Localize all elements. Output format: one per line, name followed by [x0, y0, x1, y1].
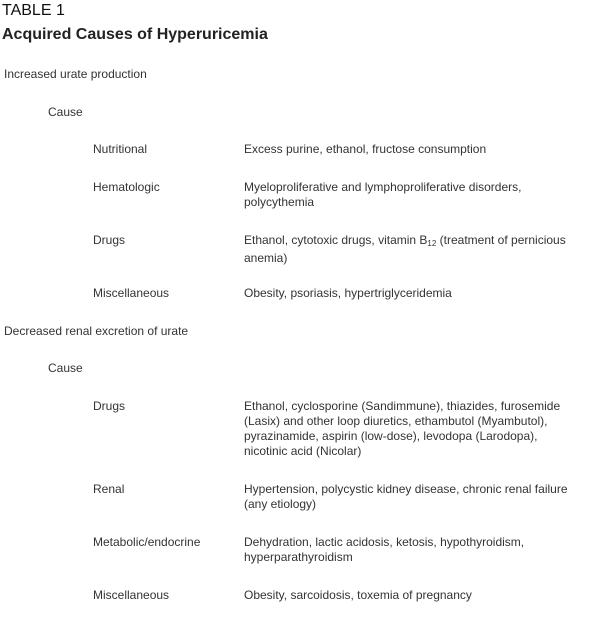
row-description: Hypertension, polycystic kidney disease, chronic renal failure (any etiology)	[244, 482, 568, 511]
row-description: Ethanol, cyclosporine (Sandimmune), thiazides, furosemide (Lasix) and other loop diuretics, ethambutol (Myambutol), pyrazinamide, aspirin (low-dose), levodopa (Larodopa), nicotinic acid (Nicolar)	[244, 399, 561, 458]
row-category: Hematologic	[93, 180, 160, 194]
cause-label: Cause	[48, 361, 83, 375]
row-description: Dehydration, lactic acidosis, ketosis, hypothyroidism, hyperparathyroidism	[244, 535, 525, 564]
row-description: Excess purine, ethanol, fructose consumption	[244, 142, 487, 156]
row-category: Miscellaneous	[93, 286, 170, 300]
row-category: Drugs	[93, 233, 126, 247]
row-category: Drugs	[93, 399, 126, 413]
section-heading-increased-production: Increased urate production	[4, 67, 147, 81]
section-heading-decreased-excretion: Decreased renal excretion of urate	[4, 324, 189, 338]
row-category: Nutritional	[93, 142, 148, 156]
row-category: Miscellaneous	[93, 588, 170, 602]
row-category: Renal	[93, 482, 125, 496]
description-text: (treatment of pernicious anemia)	[244, 233, 566, 265]
description-text: Ethanol, cytotoxic drugs, vitamin B	[244, 233, 428, 247]
description-subscript: 12	[427, 239, 437, 248]
row-description: Obesity, sarcoidosis, toxemia of pregnancy	[244, 588, 472, 602]
row-category: Metabolic/endocrine	[93, 535, 201, 549]
table-title: Acquired Causes of Hyperuricemia	[2, 26, 268, 43]
cause-label: Cause	[48, 105, 83, 119]
row-description: Obesity, psoriasis, hypertriglyceridemia	[244, 286, 452, 300]
table-label: TABLE 1	[2, 2, 65, 19]
row-description	[244, 233, 579, 266]
row-description: Myeloproliferative and lymphoproliferative disorders, polycythemia	[244, 180, 522, 209]
